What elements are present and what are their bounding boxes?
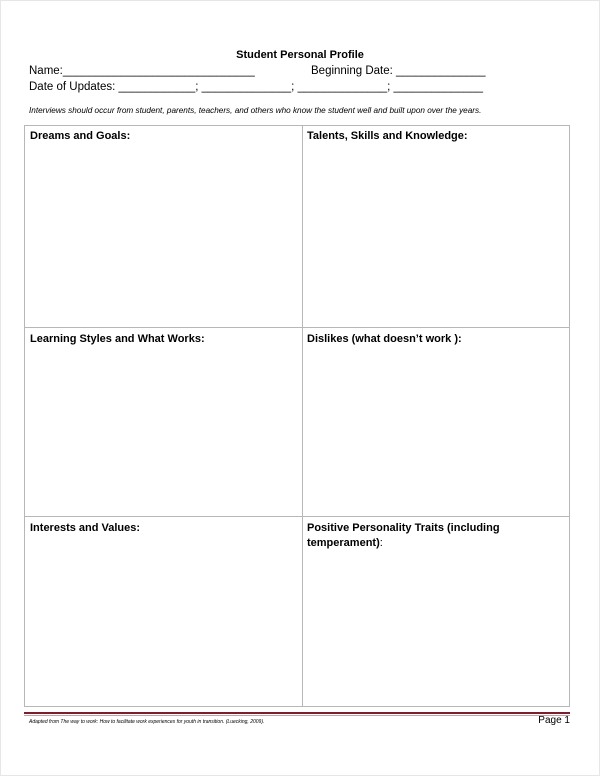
dislikes-label: Dislikes (what doesn’t work ): (307, 333, 462, 345)
grid-row-divider (25, 516, 569, 517)
interests-values-label: Interests and Values: (30, 522, 141, 534)
profile-grid (24, 125, 570, 707)
footer-citation: Adapted from The way to work: How to facilitate work experiences for youth in transition. (Luecking, 2009). (29, 719, 265, 725)
dreams-goals-label: Dreams and Goals: (30, 130, 131, 142)
footer-rule (24, 712, 570, 714)
personality-traits-colon: : (379, 537, 383, 549)
footer-rule-shadow (24, 715, 570, 716)
page-title: Student Personal Profile (236, 49, 364, 61)
personality-traits-label (307, 521, 547, 551)
grid-row-divider (25, 327, 569, 328)
beginning-date-field[interactable]: Beginning Date: ______________ (311, 65, 486, 77)
learning-styles-label: Learning Styles and What Works: (30, 333, 205, 345)
talents-skills-label: Talents, Skills and Knowledge: (307, 130, 468, 142)
grid-column-divider (302, 126, 303, 706)
date-of-updates-field[interactable]: Date of Updates: ____________; ______________; ______________; ______________ (29, 81, 484, 93)
name-field[interactable]: Name:______________________________ (29, 65, 255, 77)
interview-note: Interviews should occur from student, parents, teachers, and others who know the student well and built upon over the years. (29, 106, 482, 115)
page-number: Page 1 (538, 715, 570, 726)
personality-traits-text: Positive Personality Traits (including temperament) (307, 522, 500, 549)
